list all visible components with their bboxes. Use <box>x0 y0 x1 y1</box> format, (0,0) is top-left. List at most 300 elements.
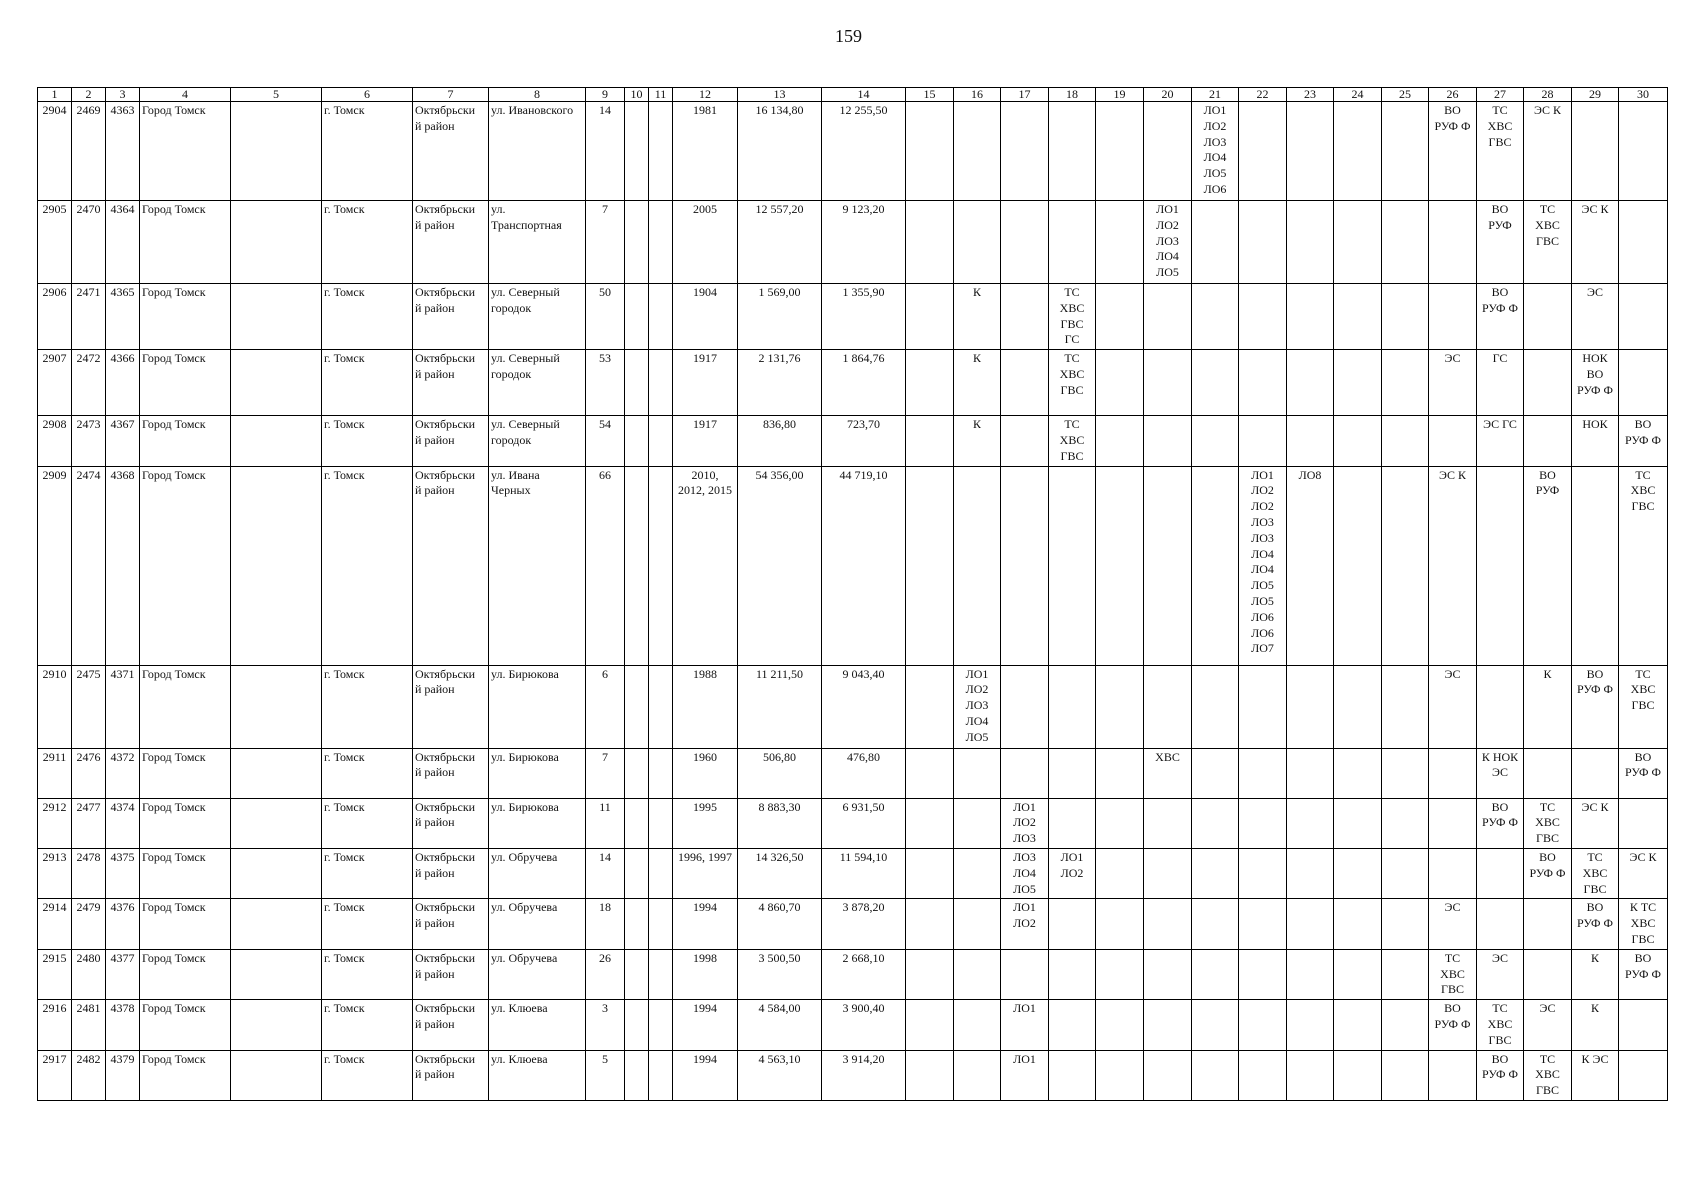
table-cell <box>1334 416 1382 466</box>
table-cell: Город Томск <box>140 1050 231 1100</box>
table-cell: 2907 <box>38 350 72 416</box>
table-cell: 4 860,70 <box>738 899 822 949</box>
table-cell: ВО РУФ Ф <box>1619 949 1668 999</box>
table-cell: 4363 <box>106 102 140 201</box>
table-cell <box>625 798 649 848</box>
table-row <box>38 284 1668 350</box>
column-header-22: 22 <box>1239 88 1287 102</box>
table-cell <box>1049 798 1096 848</box>
table-cell <box>1287 665 1334 748</box>
table-cell <box>1001 748 1049 798</box>
table-cell: ТС ХВС ГВС <box>1477 102 1524 201</box>
table-cell <box>1144 665 1192 748</box>
table-cell <box>1429 1050 1477 1100</box>
table-cell: 2481 <box>72 1000 106 1050</box>
table-cell <box>1144 848 1192 898</box>
table-cell <box>906 466 954 665</box>
table-cell <box>625 350 649 416</box>
table-cell: 4371 <box>106 665 140 748</box>
table-cell: К ЭС <box>1572 1050 1619 1100</box>
table-cell <box>231 1050 322 1100</box>
table-cell <box>1524 949 1572 999</box>
table-cell: 11 211,50 <box>738 665 822 748</box>
table-cell <box>625 466 649 665</box>
column-header-17: 17 <box>1001 88 1049 102</box>
table-cell <box>649 748 673 798</box>
table-cell: ВО РУФ Ф <box>1524 848 1572 898</box>
table-cell <box>1192 899 1239 949</box>
table-cell: г. Томск <box>322 350 413 416</box>
table-cell: 2908 <box>38 416 72 466</box>
table-cell: ТС ХВС ГВС ГС <box>1049 284 1096 350</box>
table-cell <box>1001 665 1049 748</box>
table-cell <box>625 899 649 949</box>
table-cell <box>231 798 322 848</box>
column-header-27: 27 <box>1477 88 1524 102</box>
table-cell <box>1192 201 1239 284</box>
table-cell: К <box>1572 1000 1619 1050</box>
table-cell <box>1144 1050 1192 1100</box>
table-cell: 2470 <box>72 201 106 284</box>
table-cell: 4379 <box>106 1050 140 1100</box>
table-row <box>38 899 1668 949</box>
column-header-10: 10 <box>625 88 649 102</box>
table-cell <box>1382 201 1429 284</box>
table-cell <box>649 949 673 999</box>
table-cell <box>1001 350 1049 416</box>
table-cell <box>954 201 1001 284</box>
table-cell: Октябрьски й район <box>413 798 489 848</box>
table-cell <box>1572 748 1619 798</box>
table-cell: 1917 <box>673 416 738 466</box>
table-cell <box>1239 284 1287 350</box>
table-cell <box>1001 201 1049 284</box>
table-cell: К <box>954 416 1001 466</box>
table-cell <box>1096 466 1144 665</box>
table-body <box>38 102 1668 1101</box>
table-cell <box>1239 416 1287 466</box>
table-cell: 476,80 <box>822 748 906 798</box>
table-cell <box>649 1050 673 1100</box>
column-header-21: 21 <box>1192 88 1239 102</box>
table-cell <box>1144 1000 1192 1050</box>
table-cell <box>1239 798 1287 848</box>
table-cell: Город Томск <box>140 284 231 350</box>
table-cell <box>1619 1050 1668 1100</box>
column-header-15: 15 <box>906 88 954 102</box>
table-cell: ЛО1 ЛО2 <box>1049 848 1096 898</box>
table-cell: НОК ВО РУФ Ф <box>1572 350 1619 416</box>
column-header-18: 18 <box>1049 88 1096 102</box>
table-cell <box>1096 284 1144 350</box>
table-cell <box>625 848 649 898</box>
table-cell <box>649 284 673 350</box>
table-cell: 2910 <box>38 665 72 748</box>
table-cell <box>625 284 649 350</box>
table-cell: 2475 <box>72 665 106 748</box>
table-cell <box>1334 848 1382 898</box>
table-cell: 1994 <box>673 899 738 949</box>
table-cell: 12 557,20 <box>738 201 822 284</box>
table-cell: 53 <box>586 350 625 416</box>
table-cell <box>1382 284 1429 350</box>
table-cell: К <box>954 284 1001 350</box>
column-header-20: 20 <box>1144 88 1192 102</box>
table-cell: 3 878,20 <box>822 899 906 949</box>
table-cell <box>1524 284 1572 350</box>
table-cell: К <box>1572 949 1619 999</box>
table-cell: 54 <box>586 416 625 466</box>
table-cell: Октябрьски й район <box>413 350 489 416</box>
table-cell: 4 584,00 <box>738 1000 822 1050</box>
table-cell <box>1144 798 1192 848</box>
table-cell: г. Томск <box>322 899 413 949</box>
table-cell: 1 864,76 <box>822 350 906 416</box>
column-header-30: 30 <box>1619 88 1668 102</box>
table-cell: 16 134,80 <box>738 102 822 201</box>
table-cell <box>906 665 954 748</box>
table-cell <box>231 1000 322 1050</box>
table-cell: ТС ХВС ГВС <box>1477 1000 1524 1050</box>
column-header-29: 29 <box>1572 88 1619 102</box>
table-cell <box>1096 665 1144 748</box>
table-cell <box>906 102 954 201</box>
table-cell <box>625 1050 649 1100</box>
table-cell <box>625 201 649 284</box>
table-cell: ЛО8 <box>1287 466 1334 665</box>
table-cell <box>954 466 1001 665</box>
table-cell: ул. Транспортная <box>489 201 586 284</box>
table-cell <box>231 899 322 949</box>
table-cell <box>1287 102 1334 201</box>
table-cell: 1994 <box>673 1050 738 1100</box>
table-cell: ВО РУФ Ф <box>1429 102 1477 201</box>
table-cell <box>625 416 649 466</box>
table-cell: 6 <box>586 665 625 748</box>
table-row <box>38 466 1668 665</box>
table-cell: 66 <box>586 466 625 665</box>
table-cell <box>1049 466 1096 665</box>
table-cell <box>231 201 322 284</box>
table-cell <box>1334 1000 1382 1050</box>
table-cell <box>649 798 673 848</box>
column-header-24: 24 <box>1334 88 1382 102</box>
table-cell <box>1334 284 1382 350</box>
table-cell: Октябрьски й район <box>413 848 489 898</box>
table-cell <box>1239 102 1287 201</box>
table-cell <box>906 284 954 350</box>
table-cell: 11 594,10 <box>822 848 906 898</box>
table-cell: Октябрьски й район <box>413 102 489 201</box>
table-cell <box>1334 466 1382 665</box>
table-cell <box>1334 102 1382 201</box>
table-cell <box>231 949 322 999</box>
table-cell: ЭС <box>1477 949 1524 999</box>
column-header-7: 7 <box>413 88 489 102</box>
table-cell: ВО РУФ Ф <box>1572 665 1619 748</box>
table-cell <box>1287 350 1334 416</box>
column-header-3: 3 <box>106 88 140 102</box>
table-cell <box>1334 899 1382 949</box>
table-cell <box>1096 350 1144 416</box>
table-cell: 4365 <box>106 284 140 350</box>
column-header-23: 23 <box>1287 88 1334 102</box>
table-cell <box>1334 350 1382 416</box>
table-cell: ЭС К <box>1619 848 1668 898</box>
column-header-14: 14 <box>822 88 906 102</box>
table-cell <box>1096 848 1144 898</box>
table-cell <box>1144 466 1192 665</box>
table-cell <box>1096 1000 1144 1050</box>
column-header-6: 6 <box>322 88 413 102</box>
table-cell <box>1144 416 1192 466</box>
table-cell: 2477 <box>72 798 106 848</box>
table-cell <box>1239 350 1287 416</box>
table-cell <box>1477 466 1524 665</box>
table-cell: Октябрьски й район <box>413 748 489 798</box>
table-cell: 7 <box>586 748 625 798</box>
table-cell: ул. Бирюкова <box>489 665 586 748</box>
table-cell: Город Томск <box>140 102 231 201</box>
table-row <box>38 1000 1668 1050</box>
table-cell <box>1287 899 1334 949</box>
table-cell <box>649 416 673 466</box>
table-cell <box>1096 949 1144 999</box>
table-cell: ТС ХВС ГВС <box>1429 949 1477 999</box>
table-cell <box>1287 284 1334 350</box>
table-cell <box>906 416 954 466</box>
table-cell <box>906 848 954 898</box>
table-cell: Город Томск <box>140 798 231 848</box>
table-cell <box>1619 350 1668 416</box>
table-cell <box>1049 748 1096 798</box>
table-cell: 2912 <box>38 798 72 848</box>
table-cell: ул. Северный городок <box>489 416 586 466</box>
table-cell: ул. Ивана Черных <box>489 466 586 665</box>
table-cell <box>954 748 1001 798</box>
table-cell <box>1334 665 1382 748</box>
table-cell: ЭС <box>1524 1000 1572 1050</box>
table-cell <box>1287 748 1334 798</box>
table-cell <box>231 665 322 748</box>
table-cell <box>1334 201 1382 284</box>
table-cell: 1 355,90 <box>822 284 906 350</box>
table-cell <box>649 350 673 416</box>
table-cell: 2480 <box>72 949 106 999</box>
table-cell <box>1239 748 1287 798</box>
table-cell <box>1572 466 1619 665</box>
table-cell: 4372 <box>106 748 140 798</box>
table-cell: 50 <box>586 284 625 350</box>
table-cell <box>1477 848 1524 898</box>
column-header-28: 28 <box>1524 88 1572 102</box>
table-row <box>38 748 1668 798</box>
table-cell <box>649 201 673 284</box>
table-cell: Город Томск <box>140 748 231 798</box>
table-cell <box>1382 466 1429 665</box>
table-cell: К <box>1524 665 1572 748</box>
table-cell <box>1619 798 1668 848</box>
table-cell <box>1192 665 1239 748</box>
table-cell: ЭС <box>1572 284 1619 350</box>
table-cell: ВО РУФ <box>1524 466 1572 665</box>
table-cell <box>1382 1050 1429 1100</box>
table-cell <box>1049 201 1096 284</box>
table-cell: 3 914,20 <box>822 1050 906 1100</box>
table-cell: Октябрьски й район <box>413 1050 489 1100</box>
table-cell: ул. Северный городок <box>489 284 586 350</box>
table-cell <box>1619 1000 1668 1050</box>
table-cell: 9 043,40 <box>822 665 906 748</box>
table-cell <box>1192 848 1239 898</box>
table-cell <box>1382 665 1429 748</box>
table-cell: ГС <box>1477 350 1524 416</box>
table-cell <box>1619 102 1668 201</box>
table-cell <box>1334 1050 1382 1100</box>
table-cell <box>1429 201 1477 284</box>
table-cell <box>1524 416 1572 466</box>
table-cell: ВО РУФ Ф <box>1477 798 1524 848</box>
table-cell <box>1192 284 1239 350</box>
table-cell: г. Томск <box>322 201 413 284</box>
table-cell: Город Томск <box>140 416 231 466</box>
table-cell <box>906 1000 954 1050</box>
table-cell <box>1096 416 1144 466</box>
table-cell <box>625 949 649 999</box>
table-cell: 1995 <box>673 798 738 848</box>
table-cell: 54 356,00 <box>738 466 822 665</box>
table-cell <box>1477 665 1524 748</box>
table-cell: 4377 <box>106 949 140 999</box>
table-cell: 4366 <box>106 350 140 416</box>
table-cell <box>649 102 673 201</box>
table-cell: ЛО1 ЛО2 ЛО3 <box>1001 798 1049 848</box>
table-row <box>38 798 1668 848</box>
table-cell: ТС ХВС ГВС <box>1619 466 1668 665</box>
table-cell <box>231 102 322 201</box>
table-cell: г. Томск <box>322 665 413 748</box>
table-cell: 11 <box>586 798 625 848</box>
table-cell <box>1382 899 1429 949</box>
table-cell: ЭС <box>1429 350 1477 416</box>
table-cell: К ТС ХВС ГВС <box>1619 899 1668 949</box>
table-cell <box>1239 201 1287 284</box>
table-cell <box>906 899 954 949</box>
table-cell: 3 <box>586 1000 625 1050</box>
table-cell: 2482 <box>72 1050 106 1100</box>
table-cell: ул. Обручева <box>489 848 586 898</box>
table-cell <box>1096 798 1144 848</box>
table-cell: 2914 <box>38 899 72 949</box>
register-table <box>37 87 1668 1101</box>
table-cell <box>1334 798 1382 848</box>
table-cell <box>906 949 954 999</box>
table-cell: ЛО1 ЛО2 ЛО3 ЛО4 ЛО5 ЛО6 <box>1192 102 1239 201</box>
table-cell <box>1429 748 1477 798</box>
table-cell: ЛО1 ЛО2 <box>1001 899 1049 949</box>
table-cell: ЛО1 ЛО2 ЛО2 ЛО3 ЛО3 ЛО4 ЛО4 ЛО5 ЛО5 ЛО6 ЛО6 ЛО7 <box>1239 466 1287 665</box>
column-header-19: 19 <box>1096 88 1144 102</box>
page-number: 159 <box>835 26 862 46</box>
column-header-1: 1 <box>38 88 72 102</box>
table-cell <box>1144 350 1192 416</box>
table-cell: 1988 <box>673 665 738 748</box>
table-cell: ЛО1 ЛО2 ЛО3 ЛО4 ЛО5 <box>954 665 1001 748</box>
table-cell <box>1096 899 1144 949</box>
table-cell: г. Томск <box>322 416 413 466</box>
table-cell <box>1334 949 1382 999</box>
table-cell: Октябрьски й район <box>413 1000 489 1050</box>
table-cell: ЛО3 ЛО4 ЛО5 <box>1001 848 1049 898</box>
table-cell <box>906 798 954 848</box>
table-cell <box>625 665 649 748</box>
table-cell: 1994 <box>673 1000 738 1050</box>
table-cell: 9 123,20 <box>822 201 906 284</box>
table-cell: г. Томск <box>322 848 413 898</box>
table-cell: г. Томск <box>322 102 413 201</box>
column-header-13: 13 <box>738 88 822 102</box>
table-cell: 14 326,50 <box>738 848 822 898</box>
table-cell: ВО РУФ Ф <box>1429 1000 1477 1050</box>
table-cell <box>1429 416 1477 466</box>
table-cell: 1981 <box>673 102 738 201</box>
table-cell: 2917 <box>38 1050 72 1100</box>
table-cell <box>1477 899 1524 949</box>
table-cell <box>1096 1050 1144 1100</box>
table-cell <box>1524 899 1572 949</box>
table-row <box>38 848 1668 898</box>
table-cell <box>1382 748 1429 798</box>
table-cell: г. Томск <box>322 1050 413 1100</box>
table-cell <box>954 949 1001 999</box>
table-cell <box>1619 201 1668 284</box>
table-cell: ЭС К <box>1572 201 1619 284</box>
table-cell <box>625 102 649 201</box>
table-cell: ЭС К <box>1429 466 1477 665</box>
table-cell: 4375 <box>106 848 140 898</box>
table-cell: 18 <box>586 899 625 949</box>
table-cell <box>1287 201 1334 284</box>
table-cell <box>649 665 673 748</box>
table-cell: К <box>954 350 1001 416</box>
table-cell <box>1334 748 1382 798</box>
table-cell <box>1524 748 1572 798</box>
table-cell <box>1382 102 1429 201</box>
table-cell: ул. Бирюкова <box>489 748 586 798</box>
table-row <box>38 1050 1668 1100</box>
table-cell: 4376 <box>106 899 140 949</box>
table-cell: 2010, 2012, 2015 <box>673 466 738 665</box>
table-cell: 7 <box>586 201 625 284</box>
table-cell <box>1239 949 1287 999</box>
table-cell: 2472 <box>72 350 106 416</box>
table-cell: 2469 <box>72 102 106 201</box>
table-cell <box>1049 1000 1096 1050</box>
table-cell: ТС ХВС ГВС <box>1572 848 1619 898</box>
table-cell: ТС ХВС ГВС <box>1524 1050 1572 1100</box>
table-cell: 14 <box>586 102 625 201</box>
table-cell: ЭС ГС <box>1477 416 1524 466</box>
table-cell <box>1287 798 1334 848</box>
table-cell: 2905 <box>38 201 72 284</box>
table-cell: ВО РУФ Ф <box>1619 416 1668 466</box>
table-cell <box>1429 284 1477 350</box>
table-cell: ЛО1 ЛО2 ЛО3 ЛО4 ЛО5 <box>1144 201 1192 284</box>
table-cell: 2479 <box>72 899 106 949</box>
table-cell <box>1239 848 1287 898</box>
table-cell: Город Томск <box>140 466 231 665</box>
table-cell <box>1144 949 1192 999</box>
